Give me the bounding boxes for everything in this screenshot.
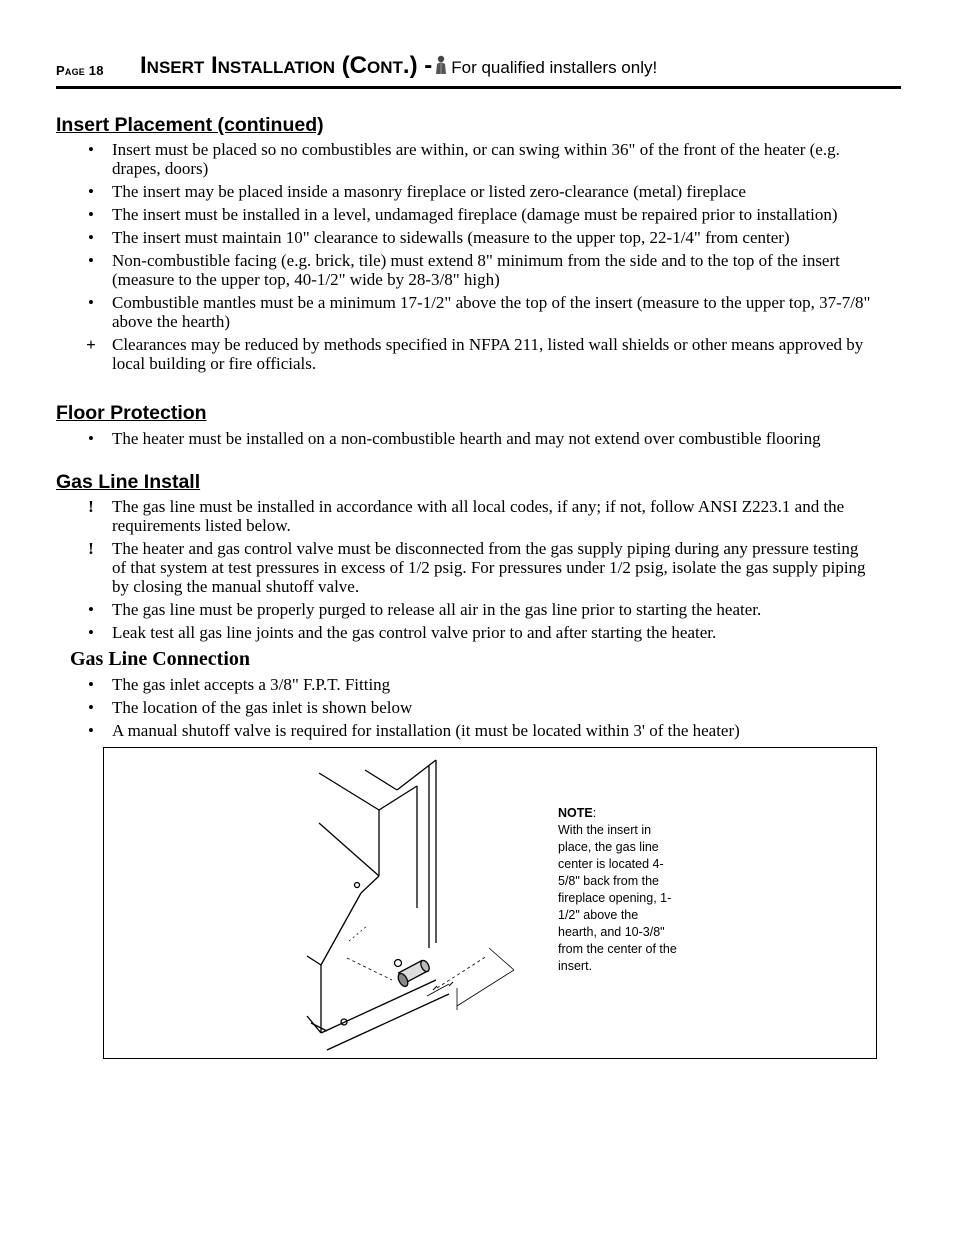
list-item: [0, 675, 954, 694]
page-header: [56, 54, 901, 89]
floor-protection-list: [0, 429, 954, 452]
list-item-text: The insert must maintain 10" clearance to sidewalls (measure to the upper top, 22-1/4" from center): [112, 228, 790, 247]
list-item-text: Combustible mantles must be a minimum 17-1/2" above the top of the insert (measure to the upper top, 37-7/8" above the hearth): [112, 293, 871, 331]
floor-protection-heading: Floor Protection: [56, 402, 207, 424]
bullet-marker: •: [88, 251, 94, 270]
bullet-marker: •: [88, 623, 94, 642]
bullet-marker: •: [88, 675, 94, 694]
note-text: With the insert in place, the gas line center is located 4-5/8" back from the fireplace opening, 1-1/2" above the hearth, and 10-3/8" from the center of the insert.: [558, 823, 677, 973]
list-item: [0, 140, 954, 178]
list-item: [0, 293, 954, 331]
list-item-text: The insert must be installed in a level, undamaged fireplace (damage must be repaired prior to installation): [112, 205, 838, 224]
insert-placement-heading: Insert Placement (continued): [56, 114, 324, 136]
page-title: [140, 52, 657, 80]
list-item: [0, 497, 954, 535]
list-item-text: A manual shutoff valve is required for installation (it must be located within 3' of the heater): [112, 721, 740, 740]
list-item-text: The insert may be placed inside a masonry fireplace or listed zero-clearance (metal) fireplace: [112, 182, 746, 201]
list-item-text: Non-combustible facing (e.g. brick, tile) must extend 8" minimum from the side and to the top of the insert (measure to the upper top, 40-1/2" wide by 28-3/8" high): [112, 251, 840, 289]
bullet-marker: •: [88, 182, 94, 201]
list-item: [0, 600, 954, 619]
list-item-text: Leak test all gas line joints and the gas control valve prior to and after starting the heater.: [112, 623, 717, 642]
gas-line-connection-heading: Gas Line Connection: [70, 648, 251, 670]
list-item-text: The heater and gas control valve must be disconnected from the gas supply piping during any pressure testing of that system at test pressures in excess of 1/2 psig. For pressures under 1/2 psig, isolate the gas supply piping by closing the manual shutoff valve.: [112, 539, 866, 596]
gas-line-connection-list: [0, 675, 954, 744]
list-item: [0, 429, 954, 448]
bullet-marker: •: [88, 293, 94, 312]
installer-person-icon: [434, 55, 448, 75]
list-item-text: The gas line must be properly purged to release all air in the gas line prior to starting the heater.: [112, 600, 762, 619]
list-item-text: The heater must be installed on a non-combustible hearth and may not extend over combustible flooring: [112, 429, 821, 448]
list-item-text: Clearances may be reduced by methods specified in NFPA 211, listed wall shields or other means approved by local building or fire officials.: [112, 335, 864, 373]
gas-inlet-diagram: [103, 747, 877, 1059]
qualified-installers-note: For qualified installers only!: [451, 58, 658, 77]
list-item: [0, 721, 954, 740]
list-item: [0, 251, 954, 289]
gas-line-install-heading: Gas Line Install: [56, 471, 201, 493]
list-item: [0, 698, 954, 717]
list-item: [0, 205, 954, 224]
list-item: [0, 539, 954, 596]
bullet-marker: •: [88, 429, 94, 448]
list-item-text: The gas inlet accepts a 3/8" F.P.T. Fitting: [112, 675, 391, 694]
bullet-marker: •: [88, 698, 94, 717]
page-title-text: Insert Installation (Cont.) -: [140, 52, 433, 79]
bullet-marker: •: [88, 140, 94, 159]
list-item: [0, 182, 954, 201]
insert-placement-list: [0, 140, 954, 377]
bullet-marker: +: [86, 335, 96, 354]
gas-line-install-list: [0, 497, 954, 646]
bullet-marker: •: [88, 721, 94, 740]
list-item-text: The gas line must be installed in accordance with all local codes, if any; if not, follow ANSI Z223.1 and the requirements listed below.: [112, 497, 845, 535]
gas-inlet-illustration: [299, 748, 599, 1058]
bullet-marker: •: [88, 205, 94, 224]
note-label: NOTE: [558, 806, 593, 820]
bullet-marker: •: [88, 600, 94, 619]
list-item: [0, 623, 954, 642]
list-item: [0, 228, 954, 247]
diagram-note: NOTE: With the insert in place, the gas line center is located 4-5/8" back from the fireplace opening, 1-1/2" above the hearth, and 10-3/8" from the center of the insert.: [558, 806, 677, 973]
bullet-marker: !: [88, 497, 94, 516]
bullet-marker: !: [88, 539, 94, 558]
list-item-text: Insert must be placed so no combustibles are within, or can swing within 36" of the front of the heater (e.g. drapes, doors): [112, 140, 840, 178]
list-item-text: The location of the gas inlet is shown below: [112, 698, 413, 717]
bullet-marker: •: [88, 228, 94, 247]
page-number: Page 18: [56, 63, 104, 78]
list-item: [0, 335, 954, 373]
